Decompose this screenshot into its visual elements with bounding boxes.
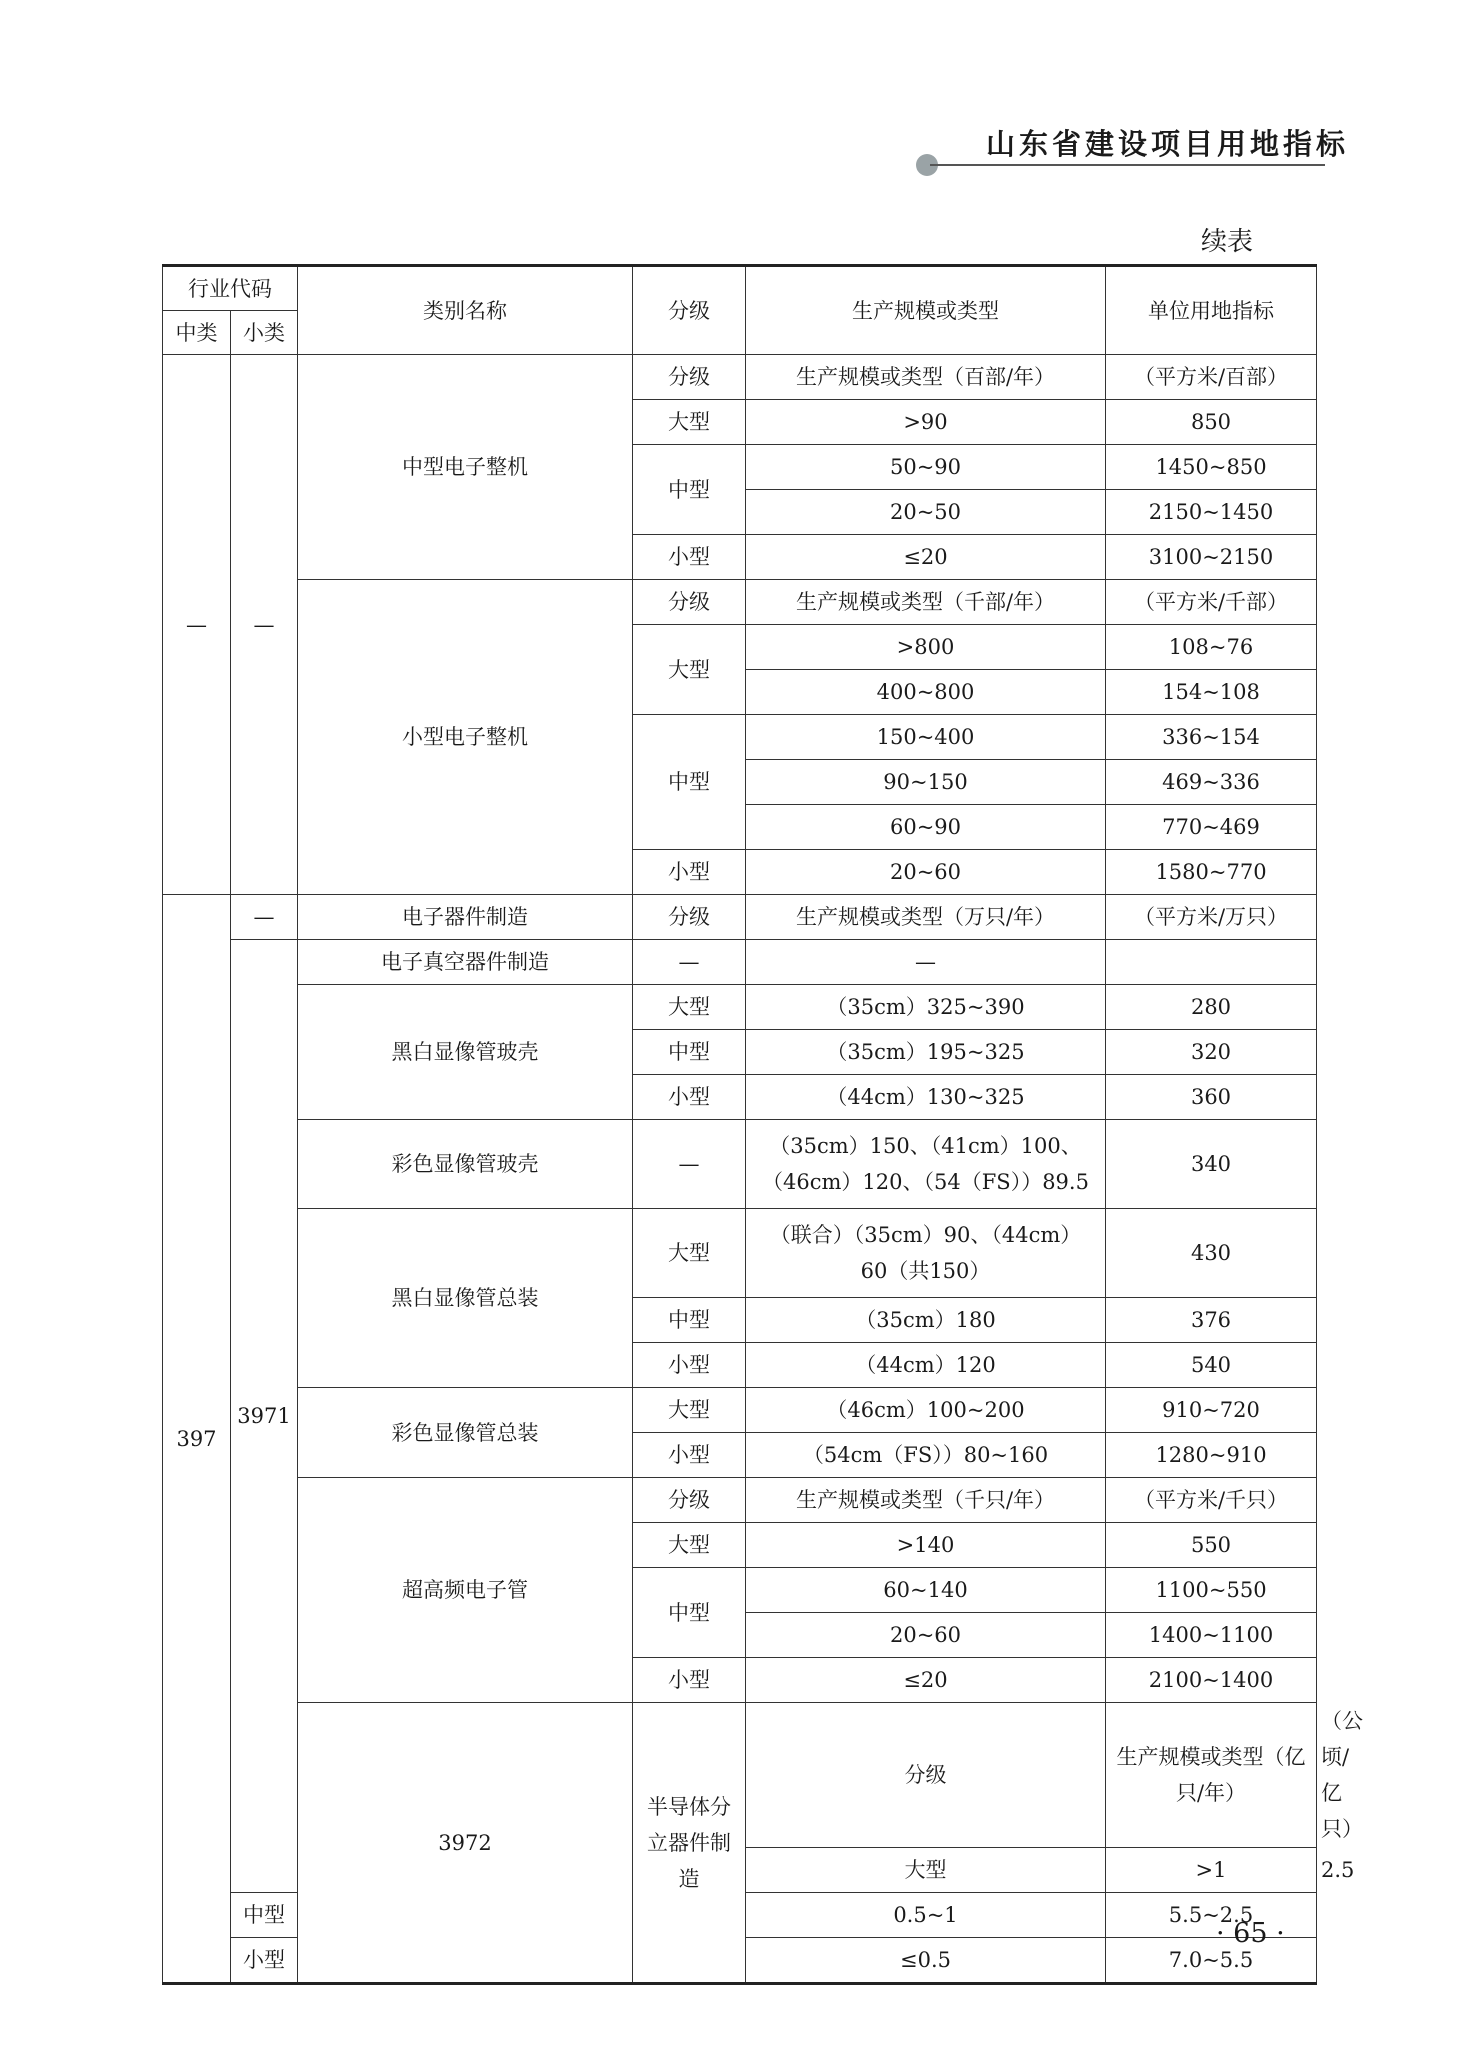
header-small-class: 小类 <box>231 311 298 355</box>
grade-cell: 大型 <box>633 1209 746 1298</box>
grade-cell: 中型 <box>633 445 746 535</box>
header-indicator: 单位用地指标 <box>1106 266 1317 355</box>
grade-cell: 中型 <box>633 715 746 850</box>
indicator-cell <box>1106 940 1317 985</box>
scale-cell: 400~800 <box>746 670 1106 715</box>
scale-line: （35cm）150、（41cm）100、 <box>769 1134 1082 1158</box>
grade-cell: 中型 <box>633 1030 746 1075</box>
grade-cell: 中型 <box>633 1298 746 1343</box>
indicator-cell: 1400~1100 <box>1106 1613 1317 1658</box>
header-scale: 生产规模或类型 <box>746 266 1106 355</box>
grade-cell: 中型 <box>231 1893 298 1938</box>
running-header-title: 山东省建设项目用地指标 <box>986 127 1350 161</box>
small-class-cell: — <box>231 895 298 940</box>
indicator-cell: 430 <box>1106 1209 1317 1298</box>
grade-cell: 大型 <box>633 985 746 1030</box>
grade-cell: 分级 <box>633 1478 746 1523</box>
scale-cell: （35cm）325~390 <box>746 985 1106 1030</box>
grade-cell: 小型 <box>633 1433 746 1478</box>
scale-cell: >800 <box>746 625 1106 670</box>
indicator-cell: 280 <box>1106 985 1317 1030</box>
category-name-cell: 黑白显像管总装 <box>298 1209 633 1388</box>
small-class-cell: — <box>231 355 298 895</box>
grade-cell: 中型 <box>633 1568 746 1658</box>
indicator-cell: 360 <box>1106 1075 1317 1120</box>
table-row <box>163 895 1317 940</box>
indicator-cell: 2100~1400 <box>1106 1658 1317 1703</box>
category-name-cell: 电子真空器件制造 <box>298 940 633 985</box>
mid-class-cell: 397 <box>163 895 231 1984</box>
header-rule <box>930 164 1325 166</box>
category-name-cell: 彩色显像管玻壳 <box>298 1120 633 1209</box>
grade-cell: 小型 <box>633 535 746 580</box>
continued-label: 续表 <box>1201 227 1254 257</box>
grade-cell: 大型 <box>633 625 746 715</box>
grade-cell: — <box>633 940 746 985</box>
scale-cell: 90~150 <box>746 760 1106 805</box>
table-row <box>163 580 1317 625</box>
indicator-cell: 1280~910 <box>1106 1433 1317 1478</box>
grade-cell: 小型 <box>633 1343 746 1388</box>
table-row: 3972 半导体分立器件制造 分级 生产规模或类型（亿只/年） （公顷/亿只） <box>163 1703 1317 1848</box>
mid-class-cell: — <box>163 355 231 895</box>
category-name-cell: 黑白显像管玻壳 <box>298 985 633 1120</box>
indicator-cell: 5.5~2.5 <box>1106 1893 1317 1938</box>
scale-cell: >90 <box>746 400 1106 445</box>
grade-cell: 大型 <box>633 400 746 445</box>
indicator-cell: 550 <box>1106 1523 1317 1568</box>
grade-cell: 小型 <box>231 1938 298 1984</box>
header-industry-code: 行业代码 <box>163 266 298 311</box>
scale-cell: 生产规模或类型（千部/年） <box>746 580 1106 625</box>
scale-cell: （44cm）120 <box>746 1343 1106 1388</box>
category-name-cell: 半导体分立器件制造 <box>633 1703 746 1984</box>
indicator-cell: 108~76 <box>1106 625 1317 670</box>
scale-cell: ≤20 <box>746 535 1106 580</box>
scale-cell: 50~90 <box>746 445 1106 490</box>
indicator-cell: 7.0~5.5 <box>1106 1938 1317 1984</box>
grade-cell: 大型 <box>746 1848 1106 1893</box>
table-row <box>163 1478 1317 1523</box>
header-mid-class: 中类 <box>163 311 231 355</box>
indicator-cell: 850 <box>1106 400 1317 445</box>
scale-line: （46cm）120、（54（FS））89.5 <box>762 1170 1089 1194</box>
scale-cell: >1 <box>1106 1848 1317 1893</box>
grade-cell: 大型 <box>633 1523 746 1568</box>
grade-cell: 大型 <box>633 1388 746 1433</box>
indicator-cell: 540 <box>1106 1343 1317 1388</box>
category-name-cell: 中型电子整机 <box>298 355 633 580</box>
scale-cell: 生产规模或类型（亿只/年） <box>1106 1703 1317 1848</box>
scale-cell: 20~60 <box>746 850 1106 895</box>
land-use-indicator-table <box>162 264 1363 1985</box>
indicator-cell: （平方米/千部） <box>1106 580 1317 625</box>
grade-cell: 小型 <box>633 850 746 895</box>
indicator-cell: 340 <box>1106 1120 1317 1209</box>
scale-cell: （44cm）130~325 <box>746 1075 1106 1120</box>
indicator-cell: 770~469 <box>1106 805 1317 850</box>
indicator-cell: 320 <box>1106 1030 1317 1075</box>
grade-cell: 分级 <box>633 580 746 625</box>
small-class-cell: 3971 <box>231 940 298 1893</box>
indicator-cell: 1580~770 <box>1106 850 1317 895</box>
indicator-cell: 336~154 <box>1106 715 1317 760</box>
indicator-cell: 376 <box>1106 1298 1317 1343</box>
scale-cell: 20~60 <box>746 1613 1106 1658</box>
grade-cell: 小型 <box>633 1658 746 1703</box>
scale-line: （联合）（35cm）90、（44cm） <box>769 1223 1082 1247</box>
table-row <box>163 1120 1317 1209</box>
grade-cell: 小型 <box>633 1075 746 1120</box>
scale-cell: 60~90 <box>746 805 1106 850</box>
scale-cell: （35cm）180 <box>746 1298 1106 1343</box>
scale-cell <box>746 1209 1106 1298</box>
scale-cell: 生产规模或类型（千只/年） <box>746 1478 1106 1523</box>
table-row <box>163 1388 1317 1433</box>
table-row <box>163 1209 1317 1298</box>
category-name-cell: 电子器件制造 <box>298 895 633 940</box>
header-category-name: 类别名称 <box>298 266 633 355</box>
category-name-cell: 小型电子整机 <box>298 580 633 895</box>
table-row: 大型 >1 2.5 <box>163 1848 1317 1893</box>
small-class-cell: 3972 <box>298 1703 633 1984</box>
indicator-cell: （平方米/百部） <box>1106 355 1317 400</box>
scale-cell: ≤20 <box>746 1658 1106 1703</box>
indicator-cell: 1100~550 <box>1106 1568 1317 1613</box>
header-grade: 分级 <box>633 266 746 355</box>
scale-cell: （54cm（FS））80~160 <box>746 1433 1106 1478</box>
category-name-cell: 超高频电子管 <box>298 1478 633 1703</box>
grade-cell: — <box>633 1120 746 1209</box>
scale-cell: 60~140 <box>746 1568 1106 1613</box>
scale-cell: 生产规模或类型（万只/年） <box>746 895 1106 940</box>
scale-cell: 20~50 <box>746 490 1106 535</box>
scale-cell: 150~400 <box>746 715 1106 760</box>
table-header-row <box>163 266 1317 311</box>
scale-cell: （35cm）195~325 <box>746 1030 1106 1075</box>
scale-cell: 0.5~1 <box>746 1893 1106 1938</box>
indicator-cell: 2150~1450 <box>1106 490 1317 535</box>
scale-cell: — <box>746 940 1106 985</box>
scale-cell: （46cm）100~200 <box>746 1388 1106 1433</box>
scale-cell: ≤0.5 <box>746 1938 1106 1984</box>
indicator-cell: 469~336 <box>1106 760 1317 805</box>
grade-cell: 分级 <box>633 355 746 400</box>
table-row <box>163 985 1317 1030</box>
page-number: · 65 · <box>1216 1918 1285 1949</box>
indicator-cell: 3100~2150 <box>1106 535 1317 580</box>
indicator-cell: 154~108 <box>1106 670 1317 715</box>
table-row <box>163 940 1317 985</box>
scale-cell <box>746 1120 1106 1209</box>
grade-cell: 分级 <box>633 895 746 940</box>
scale-cell: 生产规模或类型（百部/年） <box>746 355 1106 400</box>
indicator-cell: 1450~850 <box>1106 445 1317 490</box>
indicator-cell: 910~720 <box>1106 1388 1317 1433</box>
scale-cell: >140 <box>746 1523 1106 1568</box>
table-row <box>163 355 1317 400</box>
indicator-cell: （平方米/千只） <box>1106 1478 1317 1523</box>
scale-line: 60（共150） <box>860 1259 991 1283</box>
category-name-cell: 彩色显像管总装 <box>298 1388 633 1478</box>
indicator-cell: （平方米/万只） <box>1106 895 1317 940</box>
grade-cell: 分级 <box>746 1703 1106 1848</box>
